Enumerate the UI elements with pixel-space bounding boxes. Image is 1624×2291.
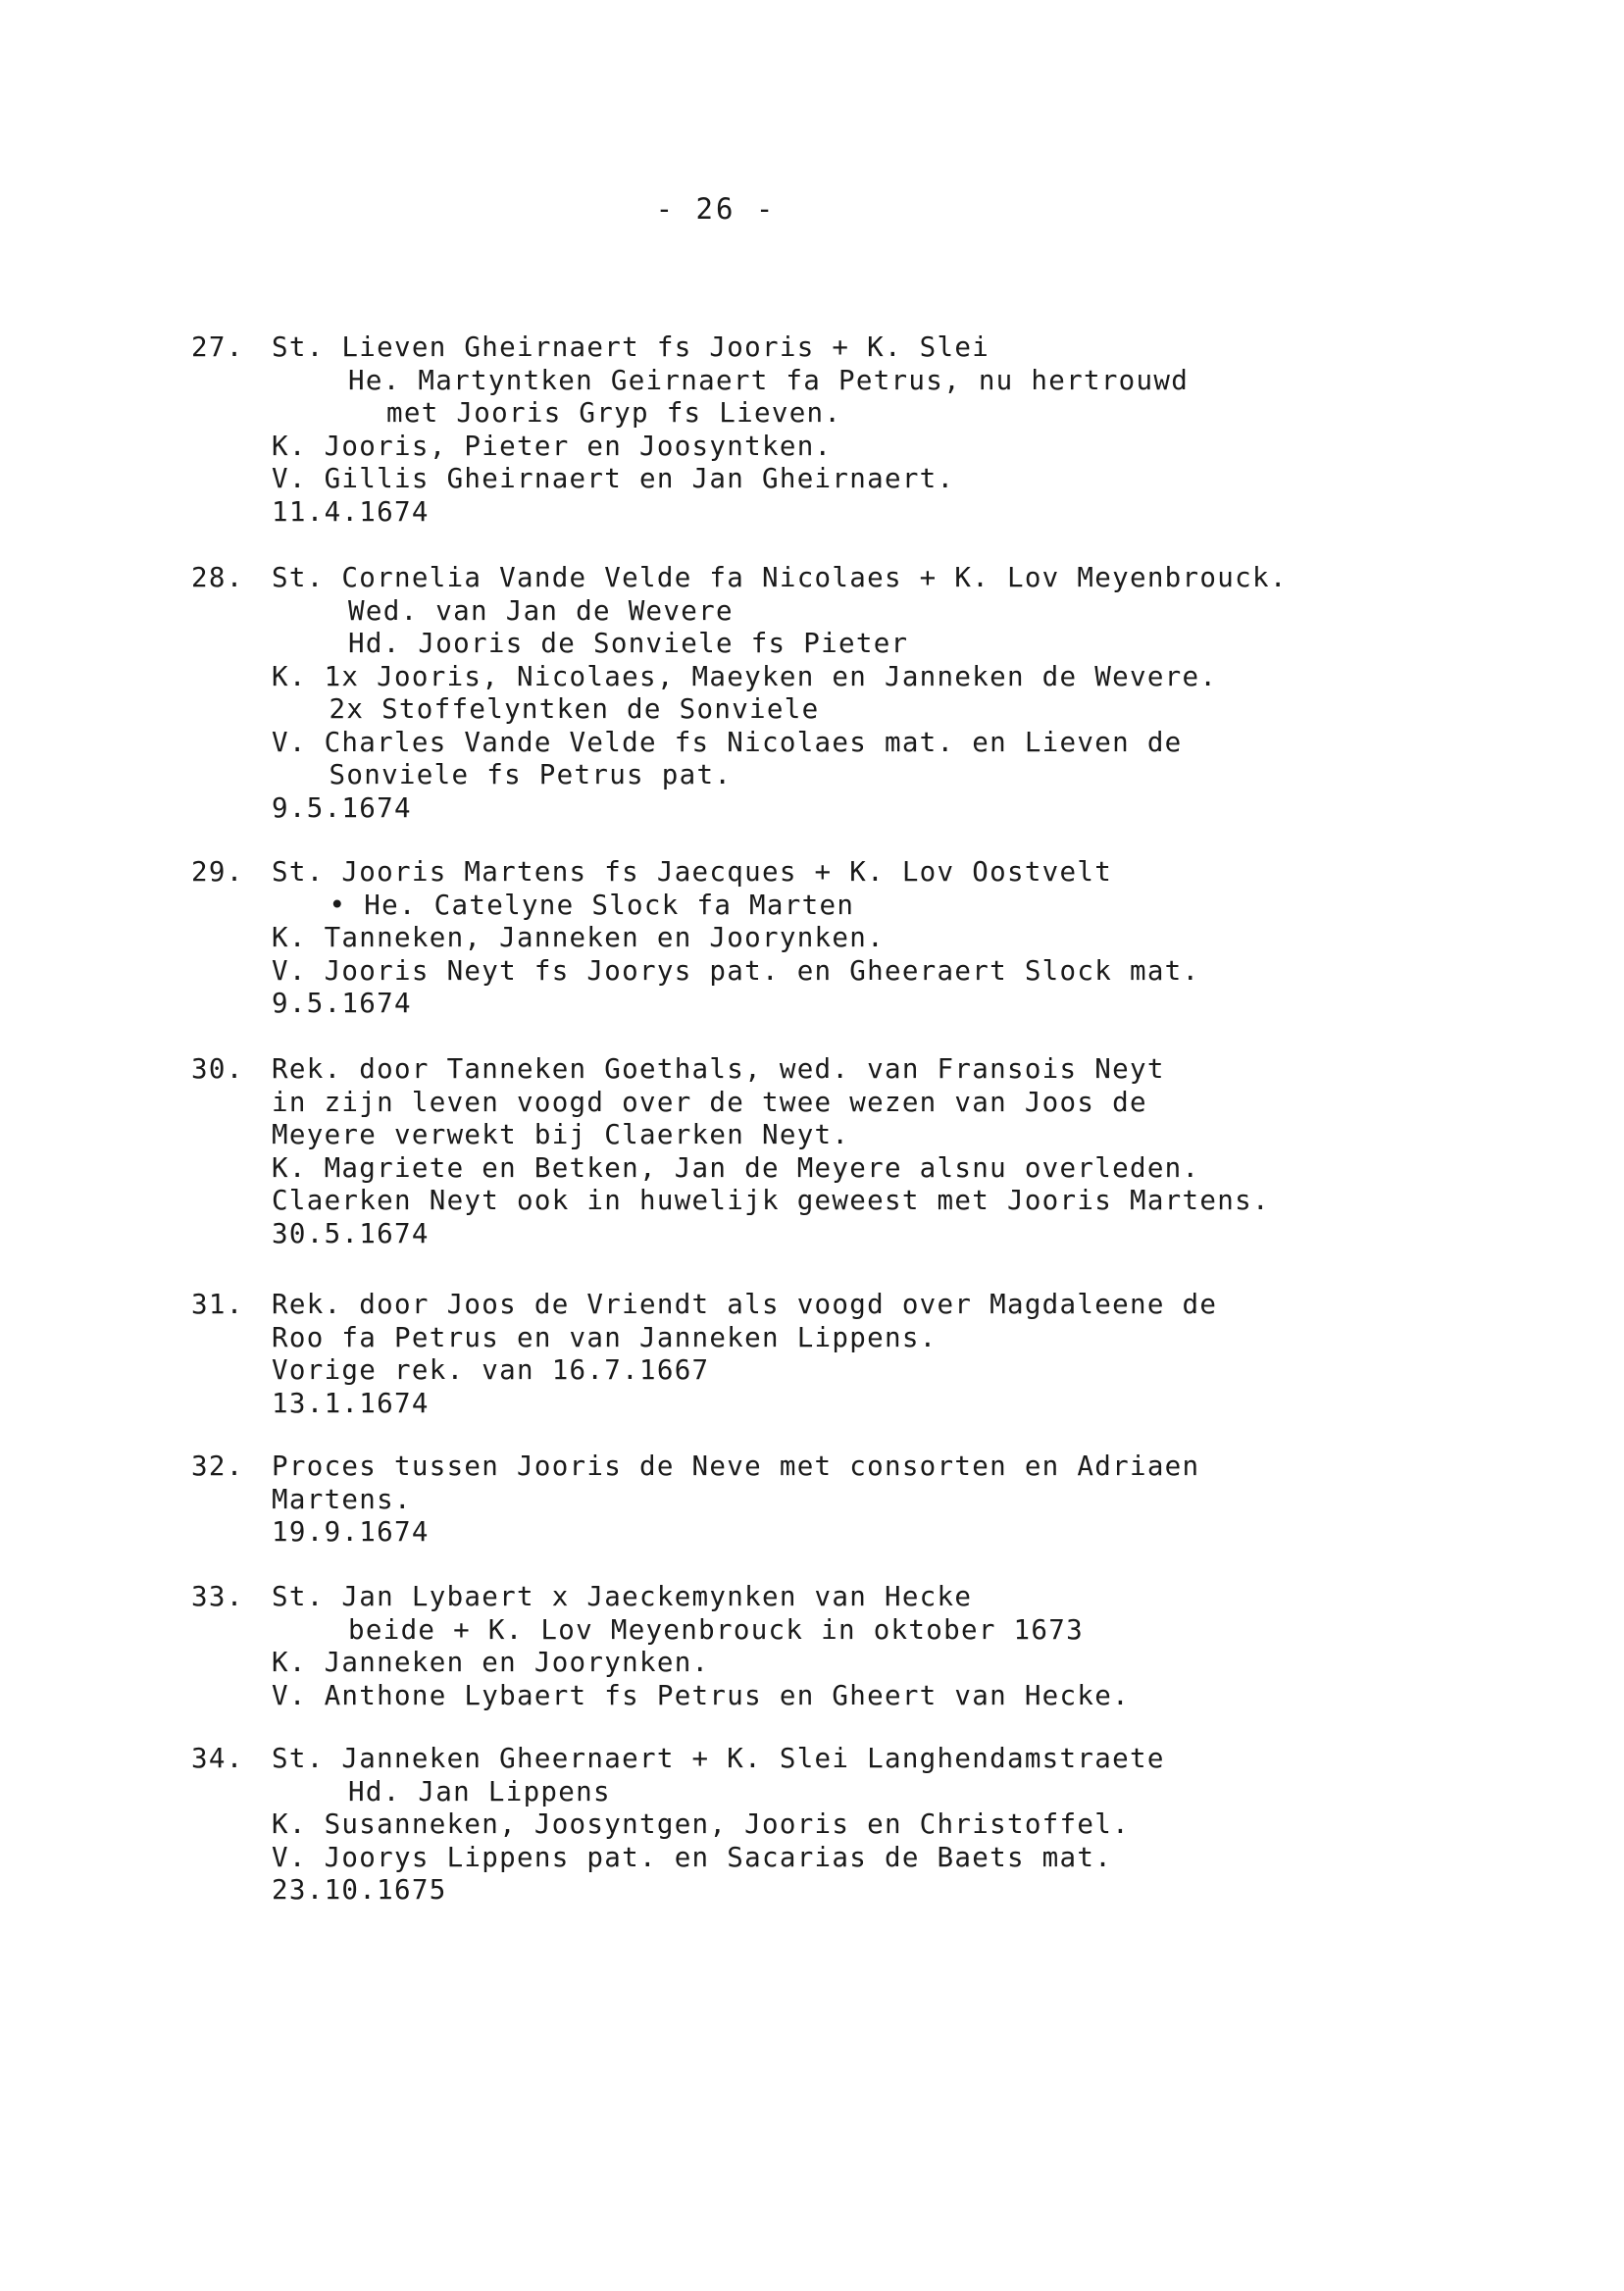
entry-text: V. Jooris Neyt fs Joorys pat. en Gheeraert Slock mat. xyxy=(272,954,1200,987)
entry-text: Hd. Jooris de Sonviele fs Pieter xyxy=(348,628,909,659)
entry-line xyxy=(191,693,1486,727)
entry-text: St. Jan Lybaert x Jaeckemynken van Hecke xyxy=(272,1581,973,1612)
entry-line xyxy=(191,890,1486,923)
entry-text: St. Cornelia Vande Velde fa Nicolaes + K. Lov Meyenbrouck. xyxy=(272,562,1288,593)
entry-27 xyxy=(191,331,1486,529)
entry-line xyxy=(191,1842,1486,1875)
entry-number: 28. xyxy=(191,562,244,593)
entry-line xyxy=(191,955,1486,989)
entry-line xyxy=(191,1614,1486,1648)
entry-line xyxy=(191,1776,1486,1809)
entry-text: in zijn leven voogd over de twee wezen van Joos de xyxy=(272,1086,1147,1118)
entry-text: K. Jooris, Pieter en Joosyntken. xyxy=(272,430,833,462)
entry-text: K. Janneken en Joorynken. xyxy=(272,1647,710,1678)
entry-number: 32. xyxy=(191,1451,244,1482)
entry-text: 9.5.1674 xyxy=(272,988,412,1019)
entry-line xyxy=(191,1680,1486,1713)
entry-line xyxy=(191,1874,1486,1908)
entry-text: Hd. Jan Lippens xyxy=(348,1775,611,1807)
entry-text: V. Gillis Gheirnaert en Jan Gheirnaert. xyxy=(272,463,955,494)
entry-text: K. Susanneken, Joosyntgen, Jooris en Christoffel. xyxy=(272,1808,1130,1840)
entry-line xyxy=(191,988,1486,1021)
entry-text: V. Joorys Lippens pat. en Sacarias de Baets mat. xyxy=(272,1841,1113,1873)
entry-text: Rek. door Joos de Vriendt als voogd over Magdaleene de xyxy=(272,1289,1218,1320)
entry-line xyxy=(191,496,1486,530)
entry-line xyxy=(191,1484,1486,1517)
entry-text: 11.4.1674 xyxy=(272,495,430,528)
entry-line xyxy=(191,1516,1486,1550)
entry-text: K. Tanneken, Janneken en Joorynken. xyxy=(272,922,885,953)
entry-line xyxy=(191,331,1486,365)
entry-line xyxy=(191,628,1486,661)
entry-line xyxy=(191,792,1486,826)
entry-line xyxy=(191,1808,1486,1842)
entry-line xyxy=(191,1152,1486,1186)
entry-line xyxy=(191,1185,1486,1218)
entry-text: Roo fa Petrus en van Janneken Lippens. xyxy=(272,1321,938,1353)
entry-line xyxy=(191,856,1486,890)
entry-30 xyxy=(191,1053,1486,1250)
entry-line xyxy=(191,922,1486,955)
entry-31 xyxy=(191,1289,1486,1420)
entry-33 xyxy=(191,1581,1486,1712)
entry-text: Martens. xyxy=(272,1483,412,1515)
entry-line xyxy=(191,1647,1486,1680)
entry-line xyxy=(191,1119,1486,1152)
entry-line xyxy=(191,759,1486,792)
entry-line xyxy=(191,1388,1486,1421)
entry-text: K. 1x Jooris, Nicolaes, Maeyken en Janneken de Wevere. xyxy=(272,660,1218,692)
entry-text: St. Jooris Martens fs Jaecques + K. Lov Oostvelt xyxy=(272,856,1113,888)
entry-number: 31. xyxy=(191,1289,244,1320)
entry-text: St. Janneken Gheernaert + K. Slei Langhendamstraete xyxy=(272,1743,1165,1774)
entry-line xyxy=(191,661,1486,694)
entry-text: 2x Stoffelyntken de Sonviele xyxy=(329,693,820,725)
entry-text: 19.9.1674 xyxy=(272,1516,430,1548)
entry-line xyxy=(191,1322,1486,1355)
entry-line xyxy=(191,1289,1486,1322)
entry-number: 30. xyxy=(191,1053,244,1085)
entry-text: 30.5.1674 xyxy=(272,1217,430,1249)
entry-29 xyxy=(191,856,1486,1021)
entry-text: 13.1.1674 xyxy=(272,1387,430,1419)
entry-line xyxy=(191,1451,1486,1484)
entry-line xyxy=(191,1743,1486,1776)
entry-line xyxy=(191,562,1486,595)
page-number: - 26 - xyxy=(655,192,777,226)
entry-text: Proces tussen Jooris de Neve met consorten en Adriaen xyxy=(272,1451,1200,1482)
entry-line xyxy=(191,1354,1486,1388)
entry-line xyxy=(191,595,1486,629)
entry-text: Meyere verwekt bij Claerken Neyt. xyxy=(272,1119,850,1150)
entry-text: Rek. door Tanneken Goethals, wed. van Fransois Neyt xyxy=(272,1053,1165,1085)
entry-text: Wed. van Jan de Wevere xyxy=(348,594,734,627)
entry-line xyxy=(191,727,1486,760)
entry-text: met Jooris Gryp fs Lieven. xyxy=(386,397,842,429)
entry-text: K. Magriete en Betken, Jan de Meyere alsnu overleden. xyxy=(272,1151,1200,1184)
entry-number: 29. xyxy=(191,856,244,888)
entry-number: 33. xyxy=(191,1581,244,1612)
entry-line xyxy=(191,1087,1486,1120)
entry-text: St. Lieven Gheirnaert fs Jooris + K. Slei xyxy=(272,331,990,363)
entry-text: Claerken Neyt ook in huwelijk geweest met Jooris Martens. xyxy=(272,1185,1270,1216)
entry-34 xyxy=(191,1743,1486,1908)
entry-text: He. Martyntken Geirnaert fa Petrus, nu hertrouwd xyxy=(348,364,1190,396)
entry-line xyxy=(191,1218,1486,1251)
entry-text: 9.5.1674 xyxy=(272,791,412,824)
entry-32 xyxy=(191,1451,1486,1550)
entry-text: V. Charles Vande Velde fs Nicolaes mat. en Lieven de xyxy=(272,726,1183,758)
entry-line xyxy=(191,1053,1486,1087)
entry-line xyxy=(191,1581,1486,1614)
entry-text: Vorige rek. van 16.7.1667 xyxy=(272,1354,710,1386)
entry-text: beide + K. Lov Meyenbrouck in oktober 1673 xyxy=(348,1613,1084,1646)
entry-number: 34. xyxy=(191,1743,244,1774)
entry-line xyxy=(191,463,1486,496)
entry-text: Sonviele fs Petrus pat. xyxy=(329,759,733,790)
entry-text: V. Anthone Lybaert fs Petrus en Gheert van Hecke. xyxy=(272,1679,1130,1711)
entry-number: 27. xyxy=(191,331,244,363)
entry-line xyxy=(191,431,1486,464)
entry-text: 23.10.1675 xyxy=(272,1874,447,1906)
entry-line xyxy=(191,365,1486,398)
entry-text: • He. Catelyne Slock fa Marten xyxy=(329,889,855,921)
entry-line xyxy=(191,397,1486,431)
entry-28 xyxy=(191,562,1486,825)
